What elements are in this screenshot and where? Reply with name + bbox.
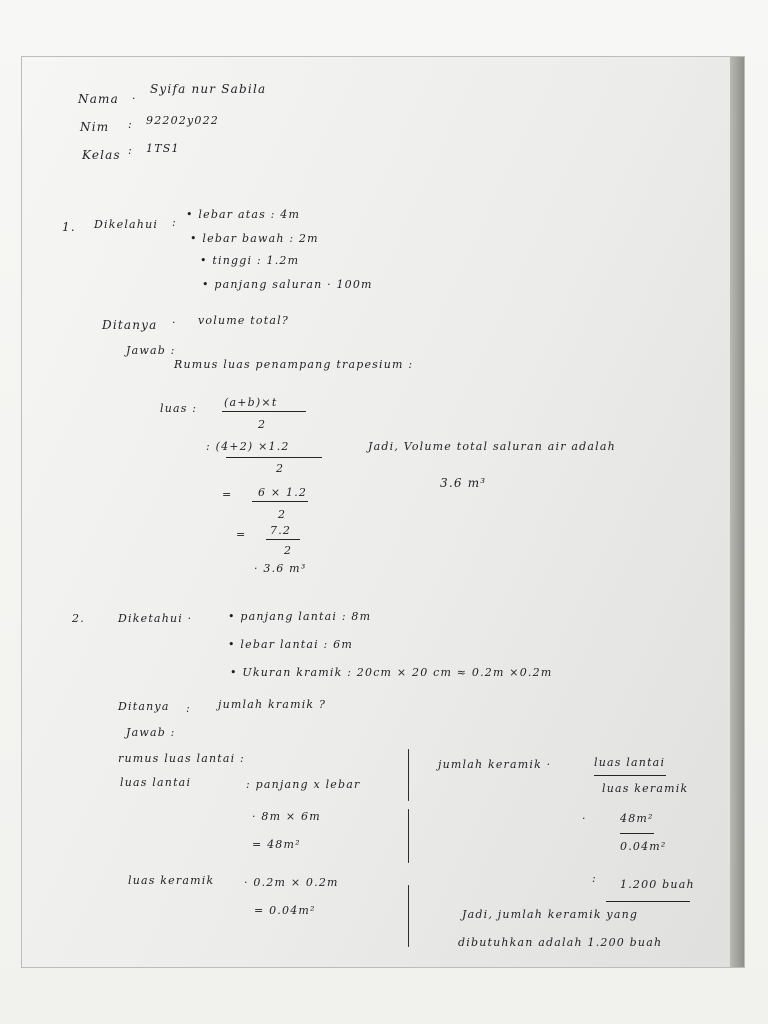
nama-value: Syifa nur Sabila — [150, 82, 267, 96]
q1-step4-numerator: 7.2 — [270, 524, 292, 537]
handwritten-paper — [22, 57, 744, 967]
q2-jawab-label: Jawab : — [126, 726, 176, 739]
q1-fraction-bar — [222, 411, 306, 412]
q2-jumlah-step-denominator: 0.04m² — [620, 840, 667, 853]
q2-item: • Ukuran kramik : 20cm × 20 cm ≈ 0.2m ×0.2m — [230, 666, 553, 679]
q2-item: • panjang lantai : 8m — [228, 610, 372, 623]
q1-fraction-bar — [252, 501, 308, 502]
q2-luas-lantai-step: · 8m × 6m — [252, 810, 321, 823]
q1-rumus: Rumus luas penampang trapesium : — [174, 358, 414, 371]
q1-ditanya-label: Ditanya — [102, 318, 158, 332]
q1-jawab-label: Jawab : — [126, 344, 176, 357]
q1-number: 1. — [62, 220, 76, 234]
q2-luas-lantai-label: luas lantai — [120, 776, 192, 789]
nama-sep: · — [132, 92, 137, 105]
nama-label: Nama — [78, 92, 119, 106]
q2-ditanya-label: Ditanya — [118, 700, 170, 713]
q2-jumlah-step-numerator: 48m² — [620, 812, 654, 825]
q2-luas-keramik-label: luas keramik — [128, 874, 215, 887]
q2-jumlah-result: 1.200 buah — [620, 878, 695, 891]
q2-ditanya-value: jumlah kramik ? — [218, 698, 327, 711]
nim-value: 92202y022 — [146, 114, 220, 127]
q1-step3-prefix: = — [222, 488, 233, 501]
paper-edge-shadow — [730, 57, 744, 967]
q2-luas-lantai-result: = 48m² — [252, 838, 301, 851]
q2-luas-keramik-eq: · 0.2m × 0.2m — [244, 876, 339, 889]
q1-fraction-bar — [266, 539, 300, 540]
q2-fraction-bar — [594, 775, 666, 776]
brace-mark — [408, 809, 409, 863]
q1-step3-denominator: 2 — [278, 508, 287, 521]
q2-fraction-bar — [620, 833, 654, 834]
q2-jumlah-denominator: luas keramik — [602, 782, 689, 795]
q1-fraction-bar — [226, 457, 322, 458]
q1-diketahui-sep: : — [172, 216, 177, 229]
q1-step1-denominator: 2 — [258, 418, 267, 431]
q1-result: · 3.6 m³ — [254, 562, 307, 575]
q1-diketahui-label: Dikelahui — [94, 218, 159, 231]
q2-jumlah-label: jumlah keramik · — [438, 758, 552, 771]
q1-ditanya-sep: · — [172, 316, 177, 329]
q1-item: • panjang saluran · 100m — [202, 278, 373, 291]
q1-item: • lebar atas : 4m — [186, 208, 301, 221]
q1-conclusion: Jadi, Volume total saluran air adalah — [368, 440, 616, 453]
q2-luas-keramik-result: = 0.04m² — [254, 904, 316, 917]
q2-jumlah-numerator: luas lantai — [594, 756, 666, 769]
q2-result-underline — [606, 901, 690, 902]
nim-label: Nim — [80, 120, 110, 134]
q2-conclusion: dibutuhkan adalah 1.200 buah — [458, 936, 663, 949]
q2-diketahui-label: Diketahui · — [118, 612, 193, 625]
q1-step4-denominator: 2 — [284, 544, 293, 557]
brace-mark — [408, 885, 409, 947]
q2-jumlah-step-prefix: · — [582, 812, 587, 825]
q1-conclusion-value: 3.6 m³ — [440, 476, 487, 490]
q1-step3-numerator: 6 × 1.2 — [258, 486, 308, 499]
q1-item: • tinggi : 1.2m — [200, 254, 300, 267]
q2-number: 2. — [72, 612, 85, 625]
q1-luas-label: luas : — [160, 402, 198, 415]
q2-jumlah-result-prefix: : — [592, 872, 597, 885]
brace-mark — [408, 749, 409, 801]
kelas-label: Kelas — [82, 148, 121, 162]
q1-ditanya-value: volume total? — [198, 314, 289, 327]
q2-rumus: rumus luas lantai : — [118, 752, 245, 765]
nim-sep: : — [128, 118, 133, 131]
q1-step4-prefix: = — [236, 528, 247, 541]
q2-ditanya-sep: : — [186, 702, 191, 715]
kelas-sep: : — [128, 144, 133, 157]
q1-item: • lebar bawah : 2m — [190, 232, 319, 245]
kelas-value: 1TS1 — [146, 142, 180, 155]
q1-step2-numerator: : (4+2) ×1.2 — [206, 440, 290, 453]
q2-item: • lebar lantai : 6m — [228, 638, 353, 651]
q2-conclusion: Jadi, jumlah keramik yang — [462, 908, 639, 921]
q1-step2-denominator: 2 — [276, 462, 285, 475]
q1-step1-numerator: (a+b)×t — [224, 396, 278, 409]
q2-luas-lantai-eq: : panjang x lebar — [246, 778, 361, 791]
